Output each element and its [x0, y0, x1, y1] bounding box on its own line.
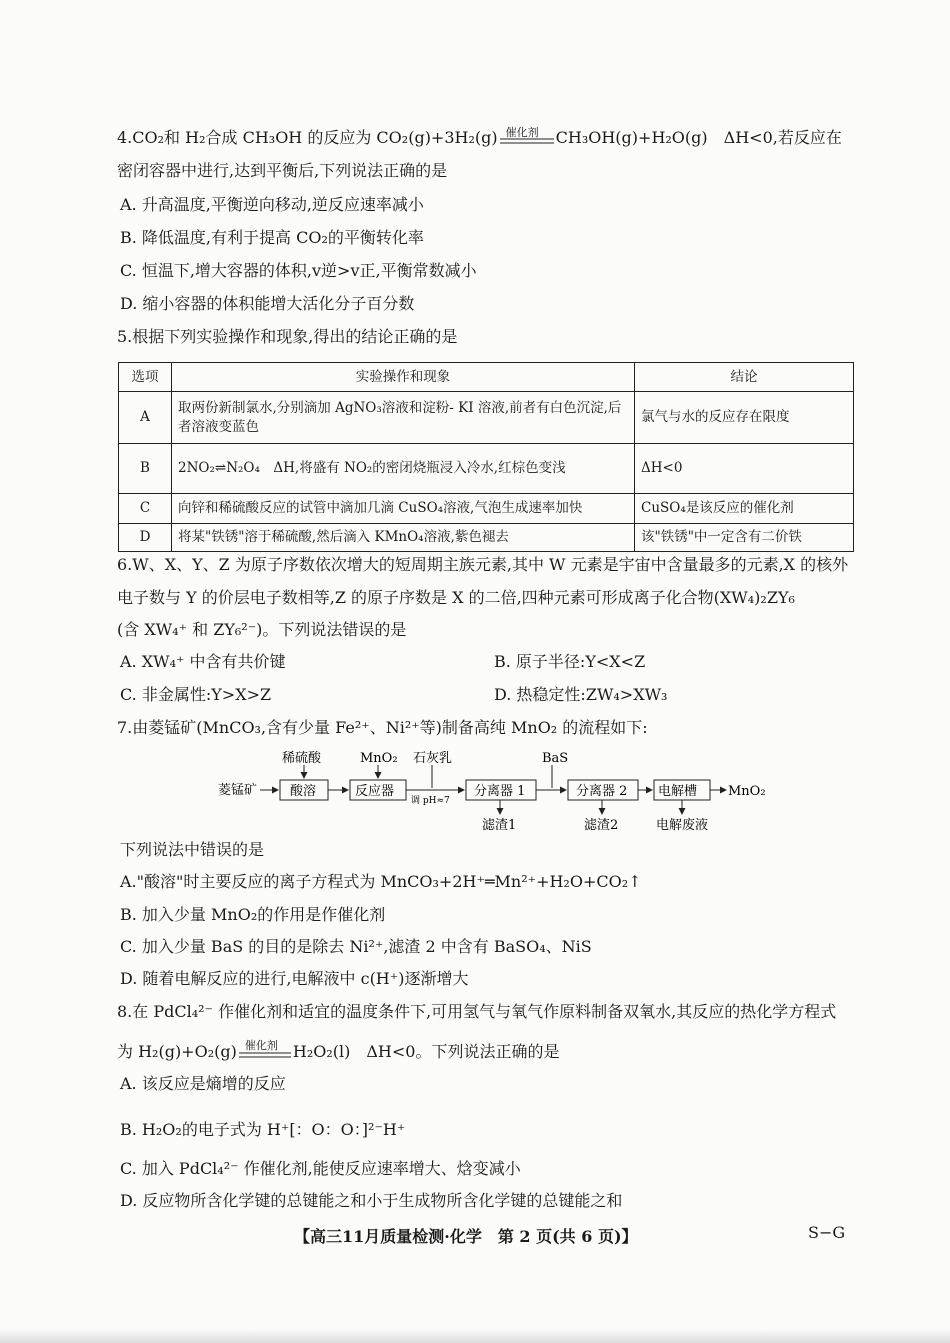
q8-option-a: A. 该反应是熵增的反应 [120, 1074, 286, 1093]
flow-input-bas: BaS [542, 751, 569, 766]
flow-output-residue1: 滤渣1 [482, 818, 517, 833]
q4-stem-line1 [117, 127, 842, 149]
q7-option-b: B. 加入少量 MnO₂的作用是作催化剂 [120, 905, 386, 924]
q8-stem-part1: 为 H₂(g)+O₂(g) [117, 1042, 237, 1061]
paper-code: S−G [808, 1223, 846, 1242]
page-footer: 【高三11月质量检测·化学 第 2 页(共 6 页)】 [294, 1227, 638, 1246]
header-option: 选项 [119, 363, 172, 392]
q4-stem-part1: 4.CO₂和 H₂合成 CH₃OH 的反应为 CO₂(g)+3H₂(g) [117, 128, 498, 147]
flow-start: 菱锰矿 [218, 783, 258, 798]
flow-box-reactor-label: 反应器 [355, 784, 395, 799]
header-operation: 实验操作和现象 [172, 363, 635, 392]
q7-stem: 7.由菱锰矿(MnCO₃,含有少量 Fe²⁺、Ni²⁺等)制备高纯 MnO₂ 的流程如下: [117, 718, 648, 737]
q8-reaction-arrow [237, 1038, 293, 1061]
q5-stem: 5.根据下列实验操作和现象,得出的结论正确的是 [117, 327, 458, 346]
q7-option-d: D. 随着电解反应的进行,电解液中 c(H⁺)逐渐增大 [120, 969, 469, 988]
q4-option-b: B. 降低温度,有利于提高 CO₂的平衡转化率 [120, 228, 424, 247]
q8-option-c: C. 加入 PdCl₄²⁻ 作催化剂,能使反应速率增大、焓变减小 [120, 1159, 521, 1178]
scan-edge [0, 1329, 950, 1343]
table-row [119, 494, 854, 524]
flow-box-acid-label: 酸溶 [290, 784, 317, 799]
row-conclusion: ΔH<0 [635, 444, 854, 494]
header-conclusion: 结论 [635, 363, 854, 392]
q8-option-b: B. H₂O₂的电子式为 H⁺[：O：O：]²⁻H⁺ [120, 1120, 406, 1139]
row-conclusion: 氯气与水的反应存在限度 [635, 392, 854, 444]
flow-input-mno2: MnO₂ [360, 751, 398, 766]
table-row [119, 524, 854, 552]
q4-option-c: C. 恒温下,增大容器的体积,v逆>v正,平衡常数减小 [120, 261, 477, 280]
q6-option-b: B. 原子半径:Y<X<Z [494, 652, 646, 671]
flow-input-acid: 稀硫酸 [282, 751, 322, 766]
flow-input-lime: 石灰乳 [413, 751, 453, 766]
q7-option-a: A."酸溶"时主要反应的离子方程式为 MnCO₃+2H⁺═Mn²⁺+H₂O+CO₂↑ [120, 872, 642, 891]
process-flow-diagram [210, 748, 770, 836]
q4-stem-part2: CH₃OH(g)+H₂O(g) ΔH<0,若反应在 [555, 128, 842, 147]
flow-box-separator2-label: 分离器 2 [576, 784, 628, 799]
row-operation: 取两份新制氯水,分别滴加 AgNO₃溶液和淀粉- KI 溶液,前者有白色沉淀,后者溶液变蓝色 [172, 392, 635, 444]
q6-option-c: C. 非金属性:Y>X>Z [120, 685, 272, 704]
flow-box-separator1-label: 分离器 1 [474, 784, 526, 799]
q5-table-header [119, 363, 854, 392]
row-option: C [119, 494, 172, 524]
q6-stem-line2: 电子数与 Y 的价层电子数相等,Z 的原子序数是 X 的二倍,四种元素可形成离子化合物(XW₄)₂ZY₆ [117, 588, 795, 607]
table-row [119, 444, 854, 494]
q4-equilibrium-arrow [498, 125, 556, 147]
q7-option-c: C. 加入少量 BaS 的目的是除去 Ni²⁺,滤渣 2 中含有 BaSO₄、NiS [120, 937, 592, 956]
row-operation: 将某"铁锈"溶于稀硫酸,然后滴入 KMnO₄溶液,紫色褪去 [172, 524, 635, 552]
q5-table [118, 362, 854, 552]
row-operation: 2NO₂⇌N₂O₄ ΔH,将盛有 NO₂的密闭烧瓶浸入冷水,红棕色变浅 [172, 444, 635, 494]
row-option: B [119, 444, 172, 494]
q6-stem-line3: (含 XW₄⁺ 和 ZY₆²⁻)。下列说法错误的是 [117, 620, 407, 639]
flow-end: MnO₂ [728, 784, 766, 799]
row-option: D [119, 524, 172, 552]
q4-catalyst-label: 催化剂 [505, 125, 539, 139]
flow-output-residue2: 滤渣2 [584, 818, 619, 833]
q4-option-d: D. 缩小容器的体积能增大活化分子百分数 [120, 294, 415, 313]
q6-option-a: A. XW₄⁺ 中含有共价键 [120, 652, 286, 671]
table-row [119, 392, 854, 444]
row-option: A [119, 392, 172, 444]
row-conclusion: CuSO₄是该反应的催化剂 [635, 494, 854, 524]
flow-box-electrolyzer-label: 电解槽 [658, 784, 698, 799]
row-conclusion: 该"铁锈"中一定含有二价铁 [635, 524, 854, 552]
q8-stem-part2: H₂O₂(l) ΔH<0。下列说法正确的是 [292, 1042, 560, 1061]
q7-stem2: 下列说法中错误的是 [120, 840, 265, 859]
flow-ph-condition: 调 pH≈7 [411, 796, 450, 806]
q6-stem-line1: 6.W、X、Y、Z 为原子序数依次增大的短周期主族元素,其中 W 元素是宇宙中含量最多的元素,X 的核外 [117, 555, 849, 574]
q8-stem-line2 [117, 1038, 560, 1063]
q8-stem-line1: 8.在 PdCl₄²⁻ 作催化剂和适宜的温度条件下,可用氢气与氧气作原料制备双氧水,其反应的热化学方程式 [117, 1002, 837, 1021]
flow-output-waste: 电解废液 [656, 818, 709, 833]
row-operation: 向锌和稀硫酸反应的试管中滴加几滴 CuSO₄溶液,气泡生成速率加快 [172, 494, 635, 524]
q4-option-a: A. 升高温度,平衡逆向移动,逆反应速率减小 [120, 195, 424, 214]
q6-option-d: D. 热稳定性:ZW₄>XW₃ [494, 685, 668, 704]
q8-option-d: D. 反应物所含化学键的总键能之和小于生成物所含化学键的总键能之和 [120, 1191, 623, 1210]
q8-catalyst-label: 催化剂 [244, 1038, 278, 1052]
q4-stem-line2: 密闭容器中进行,达到平衡后,下列说法正确的是 [117, 161, 448, 180]
